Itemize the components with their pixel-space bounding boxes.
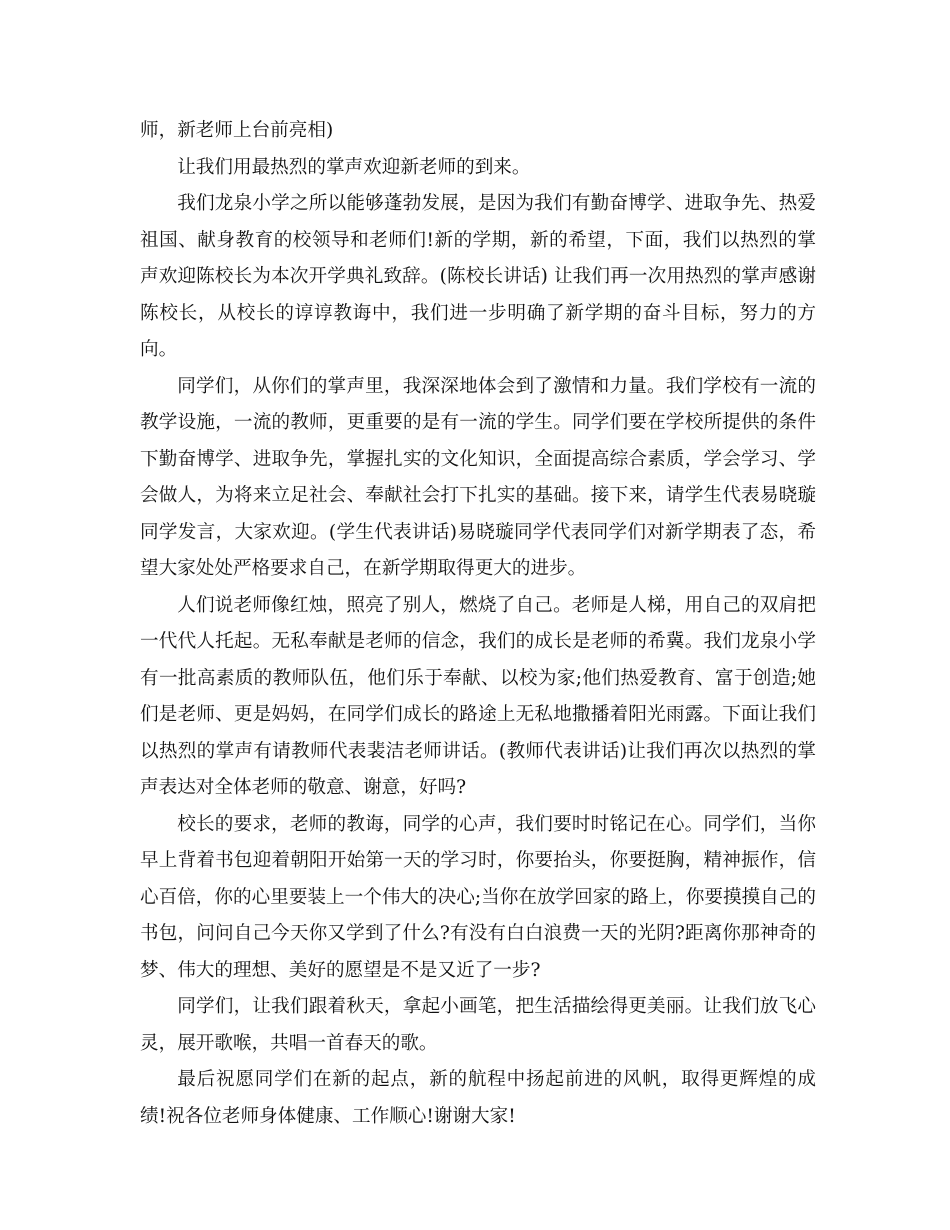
document-body <box>140 113 816 1135</box>
paragraph-remember-words: 校长的要求，老师的教诲，同学的心声，我们要时时铭记在心。同学们，当你早上背着书包迎着朝阳开始第一天的学习时，你要抬头，你要挺胸，精神振作，信心百倍，你的心里要装上一个伟大的决心;当你在放学回家的路上，你要摸摸自己的书包，问问自己今天你又学到了什么?有没有白白浪费一天的光阴?距离你那神奇的梦、伟大的理想、美好的愿望是不是又近了一步? <box>140 813 816 981</box>
paragraph-closing-wishes: 最后祝愿同学们在新的起点，新的航程中扬起前进的风帆，取得更辉煌的成绩!祝各位老师身体健康、工作顺心!谢谢大家! <box>140 1069 816 1127</box>
paragraph-welcome-new-teachers: 让我们用最热烈的掌声欢迎新老师的到来。 <box>177 156 531 178</box>
paragraph-teacher-representative: 人们说老师像红烛，照亮了别人，燃烧了自己。老师是人梯，用自己的双肩把一代代人托起。无私奉献是老师的信念，我们的成长是老师的希冀。我们龙泉小学有一批高素质的教师队伍，他们乐于奉献、以校为家;他们热爱教育、富于创造;她们是老师、更是妈妈，在同学们成长的路途上无私地撒播着阳光雨露。下面让我们以热烈的掌声有请教师代表裴洁老师讲话。(教师代表讲话)让我们再次以热烈的掌声表达对全体老师的敬意、谢意，好吗? <box>140 594 816 798</box>
paragraph-principal-speech: 我们龙泉小学之所以能够蓬勃发展，是因为我们有勤奋博学、进取争先、热爱祖国、献身教育的校领导和老师们!新的学期，新的希望，下面，我们以热烈的掌声欢迎陈校长为本次开学典礼致辞。(陈校长讲话) 让我们再一次用热烈的掌声感谢陈校长，从校长的谆谆教诲中，我们进一步明确了新学期的奋斗目标，努力的方向。 <box>140 193 816 360</box>
paragraph-student-representative: 同学们，从你们的掌声里，我深深地体会到了激情和力量。我们学校有一流的教学设施，一流的教师，更重要的是有一流的学生。同学们要在学校所提供的条件下勤奋博学、进取争先，掌握扎实的文化知识，全面提高综合素质，学会学习、学会做人，为将来立足社会、奉献社会打下扎实的基础。接下来，请学生代表易晓璇同学发言，大家欢迎。(学生代表讲话)易晓璇同学代表同学们对新学期表了态，希望大家处处严格要求自己，在新学期取得更大的进步。 <box>140 375 816 579</box>
paragraph-continuation: 师，新老师上台前亮相) <box>140 120 334 141</box>
paragraph-autumn: 同学们，让我们跟着秋天，拿起小画笔，把生活描绘得更美丽。让我们放飞心灵，展开歌喉，共唱一首春天的歌。 <box>140 996 816 1054</box>
